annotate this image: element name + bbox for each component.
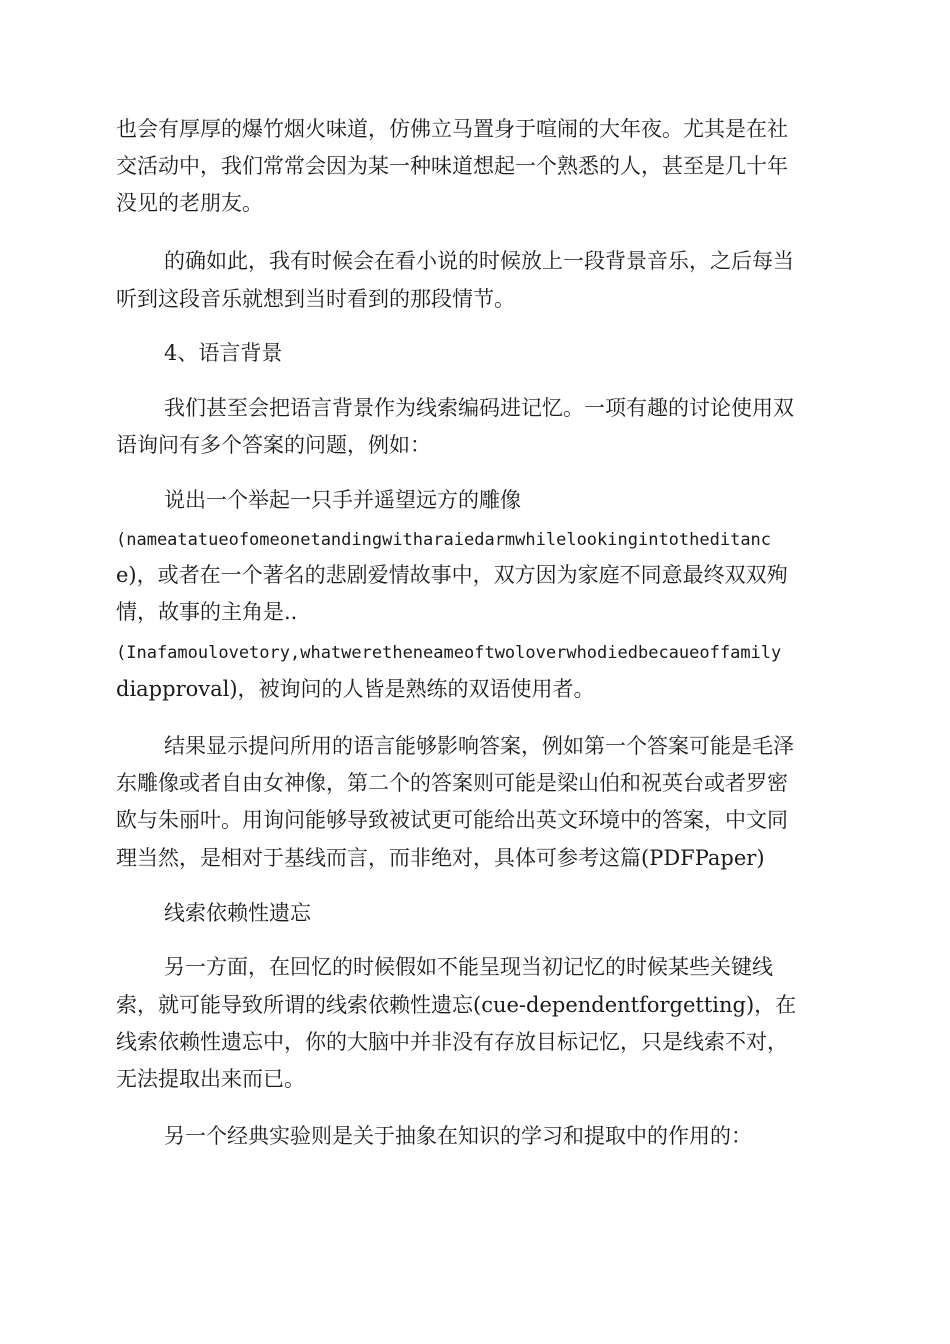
paragraph-line: diapproval)，被询问的人皆是熟练的双语使用者。 [116, 677, 595, 701]
paragraph-line: 也会有厚厚的爆竹烟火味道，仿佛立马置身于喧闹的大年夜。尤其是在社 [116, 117, 788, 141]
paragraph-line: 线索依赖性遗忘中，你的大脑中并非没有存放目标记忆，只是线索不对， [116, 1030, 788, 1054]
paragraph-line: (nameatatueofomeonetandingwitharaiedarmwhilelookingintotheditanc [116, 530, 772, 550]
paragraph-line: 语询问有多个答案的问题，例如： [116, 433, 431, 457]
paragraph-line: 我们甚至会把语言背景作为线索编码进记忆。一项有趣的讨论使用双 [164, 396, 794, 420]
paragraph-line: 听到这段音乐就想到当时看到的那段情节。 [116, 287, 515, 311]
paragraph-line: (Inafamoulovetory,whatweretheneameoftwoloverwhodiedbecaueoffamily [116, 643, 782, 663]
paragraph-line: 情，故事的主角是.. [116, 600, 298, 624]
paragraph-line: 另一个经典实验则是关于抽象在知识的学习和提取中的作用的： [164, 1124, 752, 1148]
paragraph-line: e)，或者在一个著名的悲剧爱情故事中，双方因为家庭不同意最终双双殉 [116, 563, 788, 587]
section-heading: 4、语言背景 [164, 341, 283, 365]
paragraph-line: 理当然，是相对于基线而言，而非绝对，具体可参考这篇(PDFPaper) [116, 846, 765, 870]
paragraph-line: 的确如此，我有时候会在看小说的时候放上一段背景音乐，之后每当 [164, 249, 794, 273]
paragraph-line: 没见的老朋友。 [116, 191, 263, 215]
section-heading: 线索依赖性遗忘 [164, 901, 311, 925]
paragraph-line: 东雕像或者自由女神像，第二个的答案则可能是梁山伯和祝英台或者罗密 [116, 771, 788, 795]
paragraph-line: 交活动中，我们常常会因为某一种味道想起一个熟悉的人，甚至是几十年 [116, 154, 788, 178]
paragraph-line: 无法提取出来而已。 [116, 1067, 305, 1091]
paragraph-line: 说出一个举起一只手并遥望远方的雕像 [164, 488, 521, 512]
paragraph-line: 另一方面，在回忆的时候假如不能呈现当初记忆的时候某些关键线 [164, 955, 773, 979]
paragraph-line: 索，就可能导致所谓的线索依赖性遗忘(cue-dependentforgetting)，在 [116, 993, 797, 1017]
paragraph-line: 欧与朱丽叶。用询问能够导致被试更可能给出英文环境中的答案，中文同 [116, 808, 788, 832]
paragraph-line: 结果显示提问所用的语言能够影响答案，例如第一个答案可能是毛泽 [164, 734, 794, 758]
